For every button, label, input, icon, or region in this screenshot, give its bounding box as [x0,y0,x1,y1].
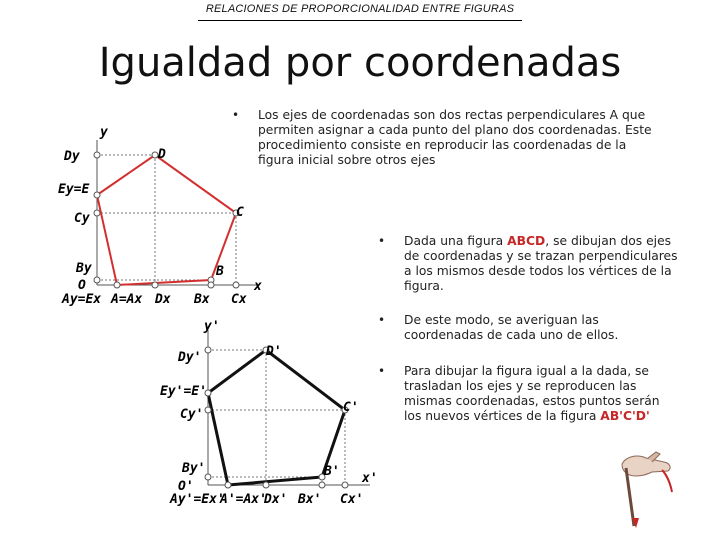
marker [342,482,348,488]
figure-abcd-prime [160,319,378,507]
marker [205,347,211,353]
label-by-prime: By' [182,461,206,476]
label-c-prime: C' [343,400,359,415]
marker [94,192,100,198]
bullet-dot: • [378,313,386,327]
label-ay: Ay=Ex [62,292,102,307]
label-dy-prime: Dy' [178,350,202,365]
label-a-prime: A'=Ax' [220,492,267,507]
label-b-prime: B' [324,464,340,479]
figure-name-abcd-prime: AB'C'D' [600,409,650,423]
label-o: O [78,278,86,293]
ribbon-shape [662,470,672,492]
label-ey-prime: Ey'=E' [160,384,207,399]
bullet-dot: • [378,234,386,248]
label-cx-prime: Cx' [340,492,364,507]
label-ey: Ey=E [58,182,90,197]
label-by: By [76,261,92,276]
label-dx: Dx [155,292,171,307]
step1-before: Dada una figura [404,234,508,248]
label-cx: Cx [231,292,247,307]
step1-after: , se dibujan dos ejes de coordenadas y se trazan perpendiculares a los mismos desde todos los vértices de la figura. [404,234,678,293]
label-d: D [158,147,166,162]
bullet-dot: • [232,108,240,122]
marker [94,152,100,158]
labels-top [58,125,262,307]
label-dy: Dy [64,149,80,164]
marker [233,282,239,288]
marker [114,282,120,288]
label-cy-prime: Cy' [180,407,204,422]
label-o-prime: O' [178,479,194,494]
marker [94,277,100,283]
step3-before: Para dibujar la figura igual a la dada, se trasladan los ejes y se reproducen las mismas coordenadas, estos puntos serán los nuevos vértices de la figura [404,364,660,423]
label-d-prime: D' [266,344,282,359]
marker [319,482,325,488]
label-y-prime: y' [204,319,220,334]
bullet-dot: • [378,364,386,378]
pencil-shape [626,468,634,526]
label-b: B [216,264,224,279]
label-x: x [254,279,262,294]
label-a: A=Ax [111,292,143,307]
marker [94,210,100,216]
marker [205,474,211,480]
bullet-step2-text: De este modo, se averiguan las coordenadas de cada uno de ellos. [404,313,619,342]
label-dx-prime: Dx' [264,492,288,507]
marker [152,282,158,288]
label-bx: Bx [194,292,210,307]
marker [225,482,231,488]
hand-drawing-illustration-icon [612,448,678,530]
marker [208,282,214,288]
header-title: RELACIONES DE PROPORCIONALIDAD ENTRE FIGURAS [205,3,515,15]
label-bx-prime: Bx' [298,492,322,507]
figure-abcd [58,125,262,307]
label-y: y [100,125,108,140]
slide-title: Igualdad por coordenadas [98,40,622,86]
bullet-intro-text: Los ejes de coordenadas son dos rectas perpendiculares A que permiten asignar a cada punto del plano dos coordenadas. Este procedimiento consiste en reproducir las coordenadas de la figura inicial sobre otros ejes [258,108,652,167]
label-x-prime: x' [362,471,378,486]
marker [205,407,211,413]
label-ay-prime: Ay'=Ex' [170,492,225,507]
label-cy: Cy [74,211,90,226]
marker [263,482,269,488]
hand-shape [622,456,670,476]
figure-name-abcd: ABCD [507,234,546,248]
label-c: C [236,205,244,220]
